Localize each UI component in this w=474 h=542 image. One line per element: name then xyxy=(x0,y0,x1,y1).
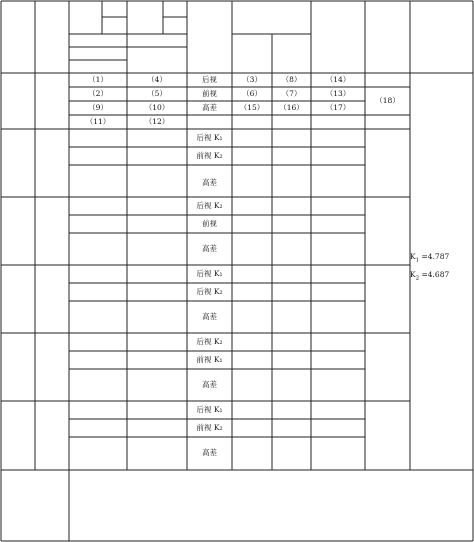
direction-label: 高差 xyxy=(202,243,217,253)
direction-label: 后视 K₁ xyxy=(196,132,223,142)
direction-label: 前视 xyxy=(202,218,217,228)
direction-value: 后视 xyxy=(202,74,217,84)
direction-label: 高差 xyxy=(202,177,217,187)
kbr-value: （17） xyxy=(325,102,351,112)
d-unit-label xyxy=(69,60,127,73)
front-dist-value: （12） xyxy=(144,116,170,126)
page-check-label xyxy=(0,470,69,542)
red-value: （8） xyxy=(281,74,302,84)
direction-label: 后视 K₁ xyxy=(196,404,223,414)
black-value: （6） xyxy=(242,88,262,98)
upper-wire-2 xyxy=(163,0,187,17)
upper-wire-1 xyxy=(102,0,127,17)
red-face-header xyxy=(272,34,311,73)
direction-label: 高差 xyxy=(202,311,217,321)
direction-label: 高差 xyxy=(202,447,217,457)
front-distance-label xyxy=(127,34,187,47)
direction-header xyxy=(187,0,232,73)
direction-label: 后视 K₁ xyxy=(196,268,223,278)
note-line-3: $K_2 =4.687$ xyxy=(410,269,450,281)
remark-header xyxy=(410,0,474,73)
note-line-2: $K_1 =4.787$ xyxy=(410,252,450,264)
red-value: （7） xyxy=(281,88,302,98)
k-black-red-header xyxy=(311,0,365,73)
back-dist-value: （11） xyxy=(85,116,111,126)
ruler-constant-note xyxy=(410,250,474,300)
red-value: （16） xyxy=(279,102,304,112)
sum-d-label xyxy=(127,47,187,73)
direction-value: 高差 xyxy=(202,102,217,112)
avg-value: （18） xyxy=(375,95,400,105)
back-distance-label xyxy=(69,34,127,47)
station-header xyxy=(0,0,35,73)
front-dist-value: （10） xyxy=(144,102,170,112)
front-ruler-header xyxy=(127,0,163,34)
direction-value: 前视 xyxy=(202,88,217,98)
back-dist-value: （2） xyxy=(88,88,108,98)
direction-label: 前视 K₂ xyxy=(196,150,223,160)
lower-wire-1 xyxy=(102,17,127,34)
avg-height-header xyxy=(365,0,410,73)
black-face-header xyxy=(232,34,272,73)
direction-label: 后视 K₂ xyxy=(196,200,223,210)
front-dist-value: （5） xyxy=(147,88,167,98)
lower-wire-2 xyxy=(163,17,187,34)
black-value: （3） xyxy=(242,74,262,84)
direction-label: 后视 K₂ xyxy=(196,286,223,296)
direction-label: 前视 K₂ xyxy=(196,422,223,432)
point-header xyxy=(35,0,69,73)
direction-label: 高差 xyxy=(202,379,217,389)
distance-diff-label xyxy=(69,47,127,60)
direction-label: 前视 K₁ xyxy=(196,354,223,364)
back-dist-value: （1） xyxy=(88,74,108,84)
front-dist-value: （4） xyxy=(147,74,167,84)
kbr-value: （14） xyxy=(325,74,351,84)
black-value: （15） xyxy=(239,102,265,112)
back-ruler-header xyxy=(69,0,102,34)
kbr-value: （13） xyxy=(325,88,351,98)
back-dist-value: （9） xyxy=(88,102,108,112)
reading-header xyxy=(232,0,311,34)
direction-label: 后视 K₂ xyxy=(196,336,223,346)
